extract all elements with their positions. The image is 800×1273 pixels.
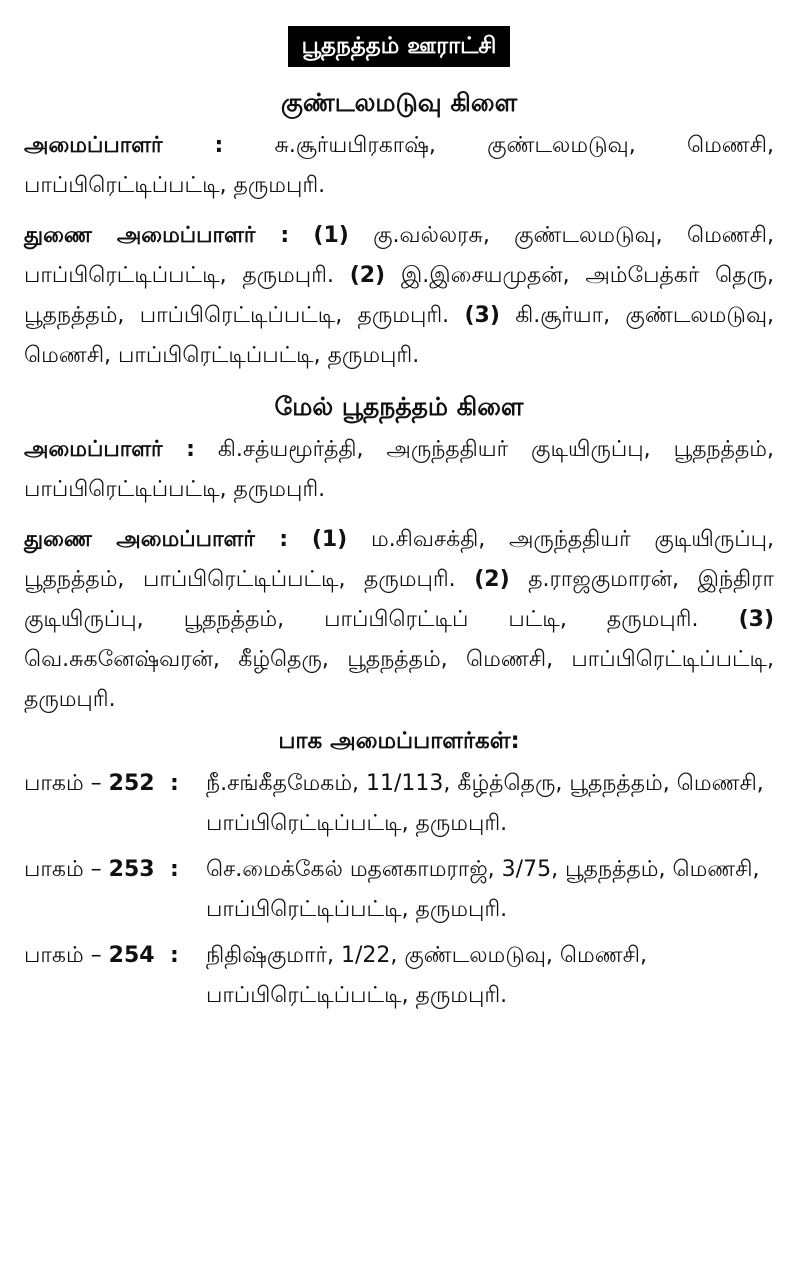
organiser-label: அமைப்பாளர் :	[24, 133, 224, 158]
deputy-paragraph	[24, 520, 774, 720]
booth-label: பாகம் –	[24, 943, 102, 968]
deputy-number: (2)	[474, 567, 510, 592]
organiser-text: சு.சூர்யபிரகாஷ், குண்டலமடுவு, மெணசி, பாப்பிரெட்டிப்பட்டி, தருமபுரி.	[24, 133, 774, 198]
deputy-text: த.ராஜகுமாரன், இந்திரா குடியிருப்பு, பூதநத்தம், பாப்பிரெட்டிப் பட்டி, தருமபுரி.	[24, 567, 774, 632]
banner-container	[24, 0, 774, 70]
deputy-label: துணை அமைப்பாளர் :	[24, 223, 290, 248]
booth-colon: :	[170, 857, 179, 882]
organiser-label: அமைப்பாளர் :	[24, 437, 195, 462]
booth-row	[24, 764, 774, 844]
booth-label-cell	[24, 850, 170, 930]
organiser-text: கி.சத்யமூர்த்தி, அருந்ததியர் குடியிருப்பு, பூதநத்தம், பாப்பிரெட்டிப்பட்டி, தருமபுரி.	[24, 437, 774, 502]
organiser-paragraph	[24, 430, 774, 510]
deputy-number: (1)	[313, 223, 349, 248]
deputy-text: கி.சூர்யா, குண்டலமடுவு, மெணசி, பாப்பிரெட்டிப்பட்டி, தருமபுரி.	[24, 303, 774, 368]
deputy-number: (1)	[311, 527, 348, 552]
booth-number: 253	[108, 857, 155, 882]
deputy-text: கு.வல்லரசு, குண்டலமடுவு, மெணசி, பாப்பிரெட்டிப்பட்டி, தருமபுரி.	[24, 223, 775, 288]
booth-colon: :	[170, 943, 179, 968]
section-title-mel-poothanatham: மேல் பூதநத்தம் கிளை	[274, 392, 524, 421]
deputy-text: வெ.சுகனேஷ்வரன், கீழ்தெரு, பூதநத்தம், மெணசி, பாப்பிரெட்டிப்பட்டி, தருமபுரி.	[24, 647, 774, 712]
section-title-kundalamaduvu: குண்டலமடுவு கிளை	[280, 88, 518, 117]
deputy-label: துணை அமைப்பாளர் :	[24, 527, 289, 552]
organiser-paragraph	[24, 126, 774, 206]
booth-organiser-text: நிதிஷ்குமார், 1/22, குண்டலமடுவு, மெணசி, பாப்பிரெட்டிப்பட்டி, தருமபுரி.	[206, 943, 647, 1008]
deputy-number: (3)	[738, 607, 775, 632]
booth-label-cell	[24, 764, 170, 844]
deputy-number: (3)	[464, 303, 500, 328]
deputy-number: (2)	[349, 263, 386, 288]
booth-label-cell	[24, 936, 170, 1016]
booth-label: பாகம் –	[24, 771, 102, 796]
booth-number: 252	[108, 771, 155, 796]
panchayat-banner: பூதநத்தம் ஊராட்சி	[288, 26, 511, 67]
booth-organisers-title: பாக அமைப்பாளர்கள்:	[278, 728, 520, 754]
deputy-text: ம.சிவசக்தி, அருந்ததியர் குடியிருப்பு, பூதநத்தம், பாப்பிரெட்டிப்பட்டி, தருமபுரி.	[24, 527, 775, 592]
booth-label: பாகம் –	[24, 857, 102, 882]
deputy-text: இ.இசையமுதன், அம்பேத்கர் தெரு, பூதநத்தம், பாப்பிரெட்டிப்பட்டி, தருமபுரி.	[24, 263, 774, 328]
booth-row	[24, 850, 774, 930]
booth-colon: :	[170, 771, 179, 796]
booth-organiser-text: நீ.சங்கீதமேகம், 11/113, கீழ்த்தெரு, பூதநத்தம், மெணசி, பாப்பிரெட்டிப்பட்டி, தருமபுரி.	[206, 771, 764, 836]
booth-number: 254	[108, 943, 155, 968]
booth-row	[24, 936, 774, 1016]
deputy-paragraph	[24, 216, 774, 376]
booth-organiser-text: செ.மைக்கேல் மதனகாமராஜ், 3/75, பூதநத்தம், மெணசி, பாப்பிரெட்டிப்பட்டி, தருமபுரி.	[206, 857, 760, 922]
